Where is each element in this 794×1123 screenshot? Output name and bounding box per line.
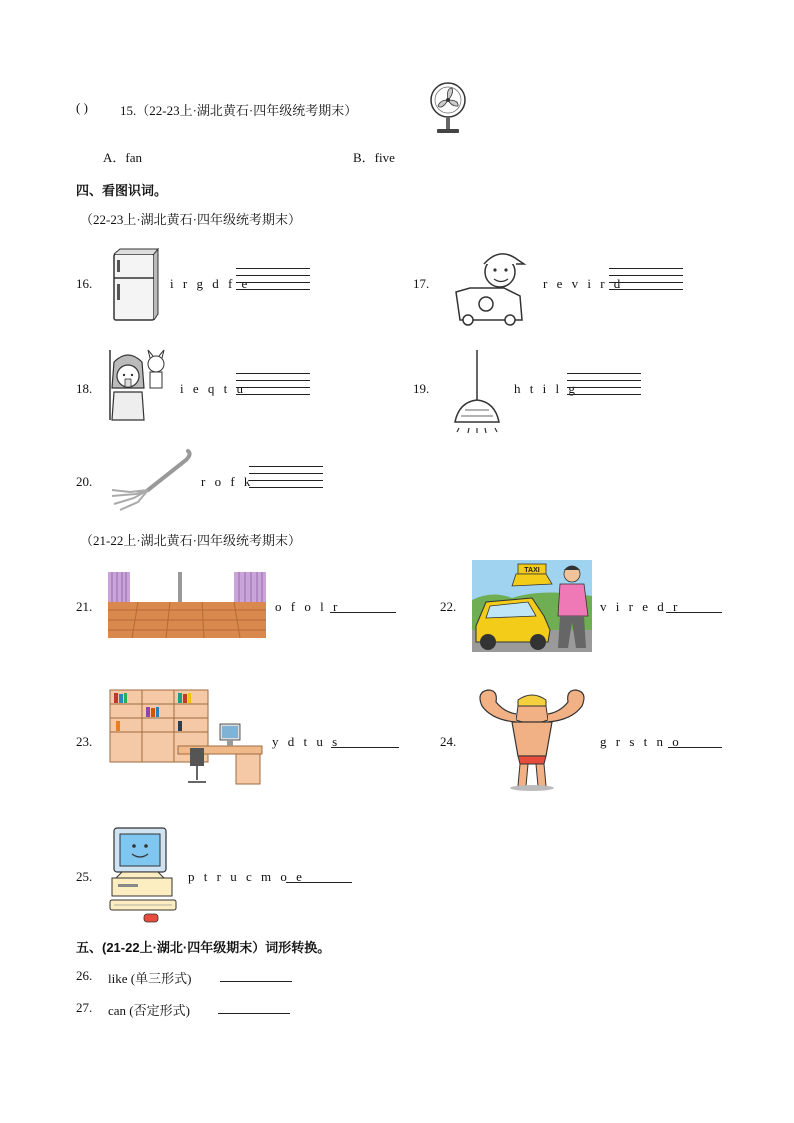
item18-answer-lines[interactable]: [236, 373, 310, 401]
item26-text: like (单三形式): [108, 971, 192, 986]
item16-answer-lines[interactable]: [236, 268, 310, 296]
item27-text: can (否定形式): [108, 1003, 190, 1018]
taxi-driver-icon: [472, 560, 592, 652]
driver-icon: [450, 242, 532, 326]
section4-source2: （21-22上·湖北黄石·四年级统考期末）: [80, 533, 301, 548]
item18-num: 18.: [76, 381, 93, 396]
taxi-sign-text: TAXI: [524, 567, 540, 574]
fridge-icon: [110, 248, 158, 322]
fork-icon: [108, 448, 192, 510]
item26-answer-line[interactable]: [220, 969, 292, 982]
item24-num: 24.: [440, 734, 457, 749]
quiet-girl-icon: [108, 348, 168, 422]
q15-text: 15.（22-23上·湖北黄石·四年级统考期末）: [120, 103, 358, 118]
light-lamp-icon: [453, 350, 501, 436]
q15-paren: ( ): [76, 100, 88, 115]
item26-num: 26.: [76, 968, 93, 983]
item19-letters: h t i l g: [514, 381, 578, 396]
item16-num: 16.: [76, 276, 93, 291]
item21-letters: o f o l r: [275, 599, 341, 614]
item23-num: 23.: [76, 734, 93, 749]
fan-icon: [428, 80, 468, 136]
item25-letters: p t r u c m o e: [188, 869, 305, 884]
item22-answer-line[interactable]: [666, 600, 722, 613]
item19-answer-lines[interactable]: [567, 373, 641, 401]
item17-letters: r e v i r d: [543, 276, 624, 291]
strong-man-icon: [472, 686, 592, 792]
floor-icon: [108, 572, 266, 638]
item27-answer-line[interactable]: [218, 1001, 290, 1014]
item20-num: 20.: [76, 474, 93, 489]
item27-num: 27.: [76, 1000, 93, 1015]
computer-icon: [108, 826, 180, 924]
q15-option-a: A．fan: [103, 150, 142, 165]
item22-num: 22.: [440, 599, 457, 614]
item25-num: 25.: [76, 869, 93, 884]
item20-letters: r o f k: [201, 474, 254, 489]
item23-answer-line[interactable]: [331, 735, 399, 748]
item22-letters: v i r e d r: [600, 599, 681, 614]
item21-answer-line[interactable]: [330, 600, 396, 613]
item23-letters: y d t u s: [272, 734, 341, 749]
q15-option-b: B．five: [353, 150, 395, 165]
item19-num: 19.: [413, 381, 430, 396]
item16-letters: i r g d f e: [170, 276, 251, 291]
item24-letters: g r s t n o: [600, 734, 682, 749]
section4-source1: （22-23上·湖北黄石·四年级统考期末）: [80, 212, 301, 227]
item25-answer-line[interactable]: [286, 870, 352, 883]
item20-answer-lines[interactable]: [249, 466, 323, 494]
item24-answer-line[interactable]: [668, 735, 722, 748]
item17-answer-lines[interactable]: [609, 268, 683, 296]
section5-heading: 五、(21-22上·湖北·四年级期末）词形转换。: [76, 940, 331, 955]
section4-heading: 四、看图识词。: [76, 183, 168, 198]
item18-letters: i e q t u: [180, 381, 246, 396]
item21-num: 21.: [76, 599, 93, 614]
study-room-icon: [108, 688, 262, 788]
item17-num: 17.: [413, 276, 430, 291]
